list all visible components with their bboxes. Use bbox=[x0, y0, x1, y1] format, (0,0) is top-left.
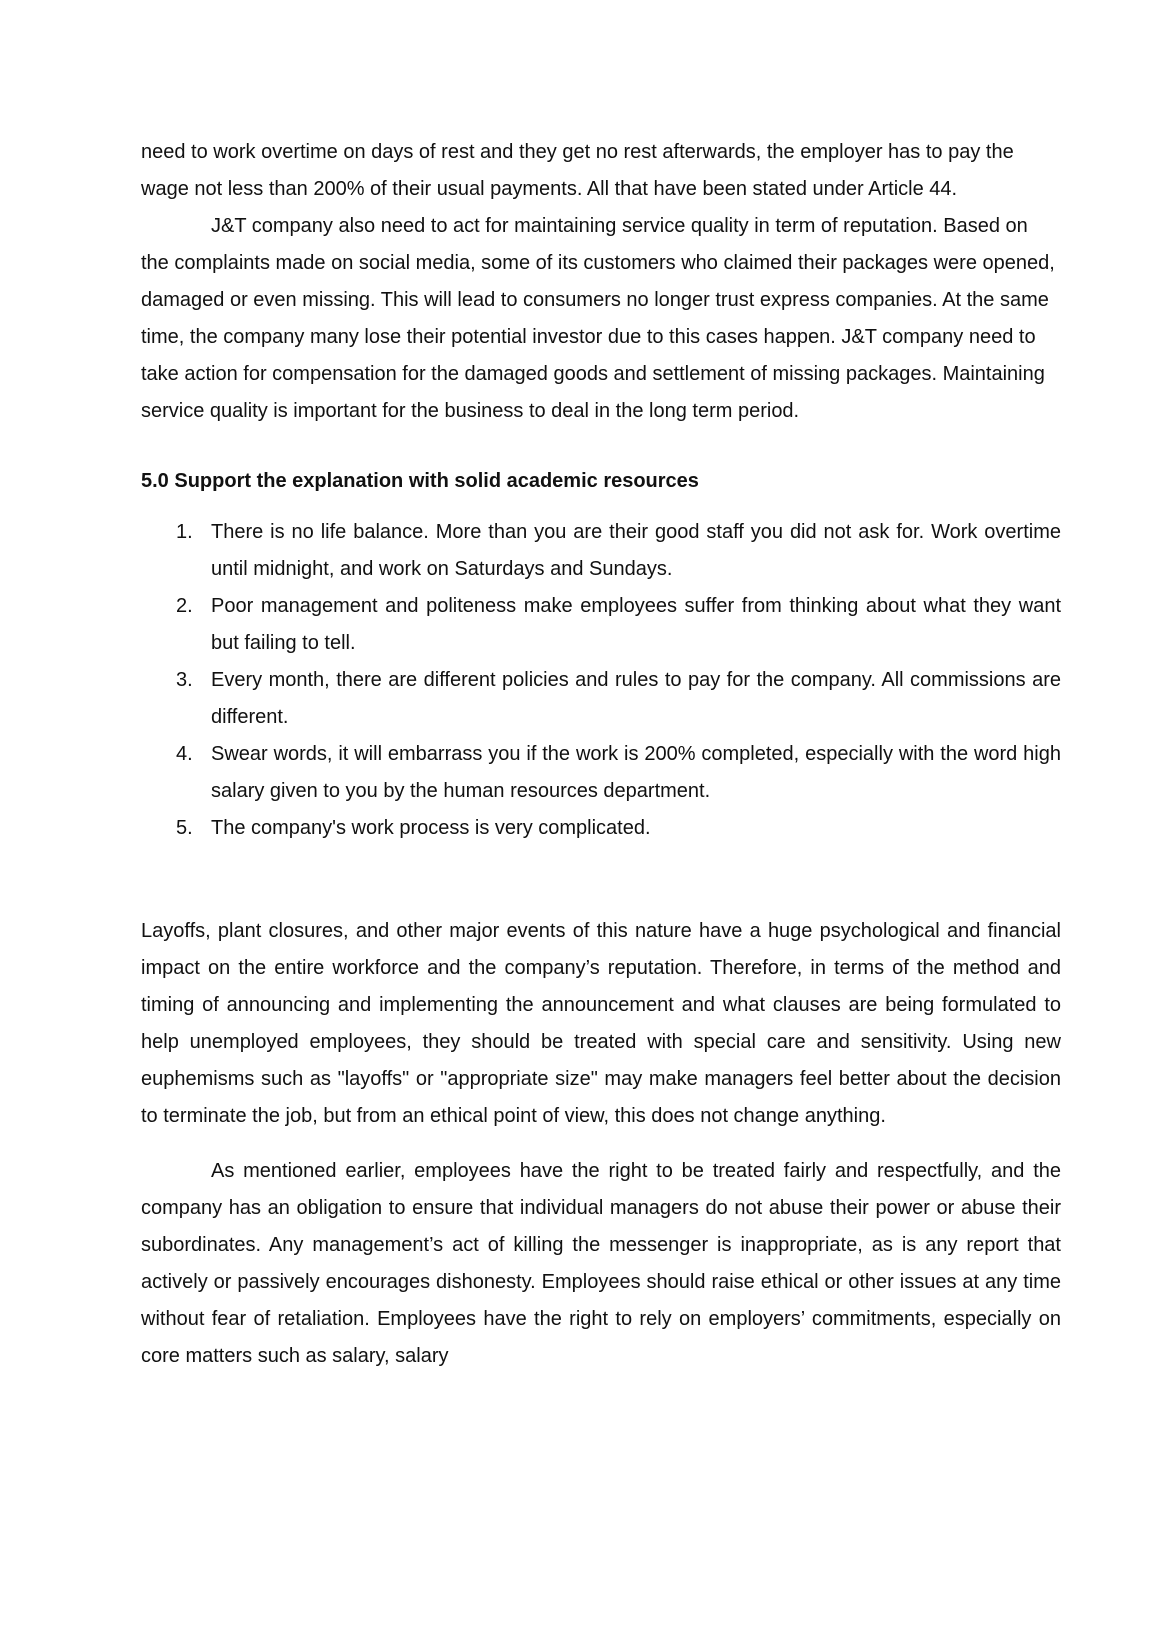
paragraph-service-quality: J&T company also need to act for maintaining service quality in term of reputation. Based on the complaints made on social media, some of its customers who claimed their packages were opened, damaged or even missing. This will lead to consumers no longer trust express companies. At the same time, the company many lose their potential investor due to this cases happen. J&T company need to take action for compensation for the damaged goods and settlement of missing packages. Maintaining service quality is important for the business to deal in the long term period. bbox=[141, 215, 1055, 422]
list-item-number: 1. bbox=[176, 521, 193, 543]
list-item-text: Poor management and politeness make employees suffer from thinking about what they want but failing to tell. bbox=[211, 595, 1061, 654]
list-item-number: 2. bbox=[176, 595, 193, 617]
list-item-number: 5. bbox=[176, 817, 193, 839]
list-item-number: 4. bbox=[176, 743, 193, 765]
list-item bbox=[141, 514, 1061, 588]
page-content bbox=[141, 134, 1061, 1375]
list-item-number: 3. bbox=[176, 669, 193, 691]
list-item bbox=[141, 810, 1061, 847]
list-item bbox=[141, 588, 1061, 662]
list-item bbox=[141, 736, 1061, 810]
numbered-list bbox=[141, 514, 1061, 847]
list-item-text: Every month, there are different policies and rules to pay for the company. All commissions are different. bbox=[211, 669, 1061, 728]
list-item-text: Swear words, it will embarrass you if the work is 200% completed, especially with the word high salary given to you by the human resources department. bbox=[211, 743, 1061, 802]
section-heading: 5.0 Support the explanation with solid academic resources bbox=[141, 470, 699, 492]
paragraph-employee-rights: As mentioned earlier, employees have the right to be treated fairly and respectfully, and the company has an obligation to ensure that individual managers do not abuse their power or abuse their subordinates. Any management’s act of killing the messenger is inappropriate, as is any report that actively or passively encourages dishonesty. Employees should raise ethical or other issues at any time without fear of retaliation. Employees have the right to rely on employers’ commitments, especially on core matters such as salary, salary bbox=[141, 1160, 1061, 1367]
paragraph-layoffs: Layoffs, plant closures, and other major events of this nature have a huge psychological and financial impact on the entire workforce and the company’s reputation. Therefore, in terms of the method and timing of announcing and implementing the announcement and what clauses are being formulated to help unemployed employees, they should be treated with special care and sensitivity. Using new euphemisms such as "layoffs" or "appropriate size" may make managers feel better about the decision to terminate the job, but from an ethical point of view, this does not change anything. bbox=[141, 920, 1061, 1127]
list-item-text: There is no life balance. More than you are their good staff you did not ask for. Work overtime until midnight, and work on Saturdays and Sundays. bbox=[211, 521, 1061, 580]
list-item bbox=[141, 662, 1061, 736]
paragraph-overtime-wage: need to work overtime on days of rest and they get no rest afterwards, the employer has to pay the wage not less than 200% of their usual payments. All that have been stated under Article 44. bbox=[141, 141, 1014, 200]
list-item-text: The company's work process is very complicated. bbox=[211, 817, 651, 839]
